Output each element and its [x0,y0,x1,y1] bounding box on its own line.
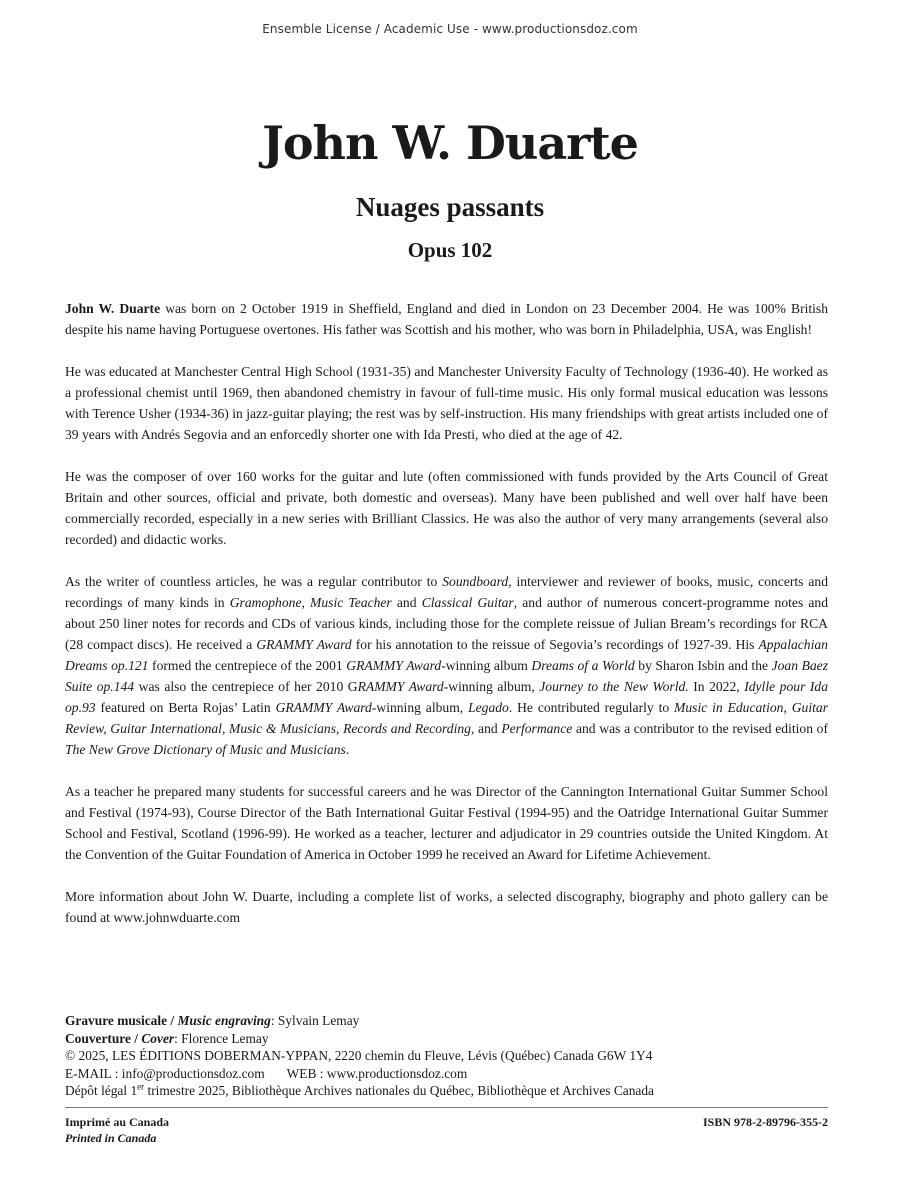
bio-italic: Music Teacher [310,595,392,610]
cover-label-en: Cover [141,1030,175,1046]
bio-italic: GRAMMY Award [256,637,352,652]
bio-italic: Idylle pour Ida op.93 [65,679,829,715]
isbn: ISBN 978-2-89796-355-2 [703,1115,828,1129]
bio-paragraph-3: He was the composer of over 160 works for the guitar and lute (often commissioned with funds provided by the Arts Council of Great Britain and other sources, official and private, both domestic and overseas). Many have been published and well over half have been commercially recorded, especially in a new series with Brilliant Classics. He was also the author of very many arrangements (several also recorded) and didactic works. [65,469,828,547]
bio-text: by Sharon Isbin and the [634,658,772,673]
bio-italic: The New Grove Dictionary of Music and Musicians [65,742,346,757]
bio-italic: Guitar Review, Guitar International, Music & Musicians, Records and Recording [65,700,828,736]
work-title: Nuages passants [355,192,545,222]
bio-paragraph-2: He was educated at Manchester Central High School (1931-35) and Manchester University Faculty of Technology (1936-40). He worked as a professional chemist until 1969, then abandoned chemistry in favour of full-time music. His only formal musical education was lessons with Terence Usher (1934-36) in jazz-guitar playing; the rest was by self-instruction. His many friendships with great artists included one of 39 years with Andrés Segovia and an enforcedly shorter one with Ida Presti, who died at the age of 42. [65,364,828,442]
bio-text: , and [470,721,502,736]
bio-text: , and author of numerous concert-programme notes and about 250 liner notes for records and CDs of various kinds, including those for the complete reissue of Julian Bream’s recordings for RCA (28 compact discs). He received a [65,595,829,652]
bio-italic: Dreams of a World [531,658,635,673]
bio-text: and [391,595,422,610]
credits-block [65,1012,845,1100]
legal-suffix: trimestre 2025, Bibliothèque Archives nationales du Québec, Bibliothèque et Archives Canada [144,1083,654,1098]
legal-superscript: er [137,1081,145,1092]
engraving-label-en: Music engraving [177,1013,271,1028]
bio-text: was also the centrepiece of her 2010 G [134,679,358,694]
bio-paragraph-4 [65,571,828,760]
footer-divider [65,1107,828,1108]
bio-text: was born on 2 October 1919 in Sheffield, England and died in London on 23 December 2004. He was 100% British despite his name having Portuguese overtones. His father was Scottish and his mother, who was born in Philadelphia, USA, was English! [65,301,829,337]
biography [65,298,828,949]
bio-italic: Soundboard [442,574,509,589]
bio-text: and was a contributor to the revised edition of [572,721,828,736]
engraving-label-fr: Gravure musicale / [65,1013,178,1028]
bio-text: . He contributed regularly to [508,700,675,715]
bio-italic: Gramophone [229,595,302,610]
bio-italic: RAMMY Award [357,679,444,694]
bio-text: -winning album, [443,679,540,694]
printed-fr: Imprimé au Canada [65,1115,170,1129]
bio-text: -winning album [441,658,532,673]
bio-text: for his annotation to the reissue of Segovia’s recordings of 1927-39. His [351,637,759,652]
bio-italic: Appalachian Dreams op.121 [65,637,828,673]
bio-text: -winning album, [371,700,469,715]
composer-name: John W. Duarte [262,116,638,170]
contact-line [65,1065,845,1083]
engraving-value: : Sylvain Lemay [270,1013,360,1028]
bio-name: John W. Duarte [65,301,161,316]
bio-paragraph-5: As a teacher he prepared many students for successful careers and he was Director of the Cannington International Guitar Summer School and Festival (1974-93), Course Director of the Bath International Guitar Festival (1994-95) and the Oatridge International Guitar Summer School and Festival, Scotland (1996-99). He worked as a teacher, lecturer and adjudicator in 29 countries outside the United Kingdom. At the Convention of the Guitar Foundation of America in October 1999 he received an Award for Lifetime Achievement. [65,784,828,862]
engraving-credit [65,1012,845,1030]
bio-text: , interviewer and reviewer of books, music, concerts and recordings of many kinds in [65,574,828,610]
bio-italic: GRAMMY Award [346,658,442,673]
bio-text: formed the centrepiece of the 2001 [148,658,347,673]
bio-text: , [783,700,792,715]
bio-paragraph-6: More information about John W. Duarte, including a complete list of works, a selected discography, biography and photo gallery can be found at www.johnwduarte.com [65,889,828,925]
bio-text: As the writer of countless articles, he was a regular contributor to [65,574,443,589]
bio-italic: Music in Education [674,700,784,715]
license-header: Ensemble License / Academic Use - www.productionsdoz.com [262,22,638,36]
bio-text: . [345,742,350,757]
bio-italic: Joan Baez Suite op.144 [65,658,828,694]
copyright-line: © 2025, LES ÉDITIONS DOBERMAN-YPPAN, 2220 chemin du Fleuve, Lévis (Québec) Canada G6W 1Y4 [65,1048,653,1063]
bio-text: , [301,595,311,610]
email-text: E-MAIL : info@productionsdoz.com [65,1065,265,1081]
bio-italic: Performance [501,721,573,736]
bio-italic: Journey to the New World. [539,679,689,694]
cover-label-fr: Couverture / [65,1030,142,1046]
bio-text: In 2022, [688,679,745,694]
legal-prefix: Dépôt légal 1 [65,1083,138,1098]
legal-deposit-line [65,1082,845,1100]
bio-italic: Classical Guitar [421,595,514,610]
printed-in [65,1114,169,1146]
bio-text: featured on Berta Rojas’ Latin [95,700,276,715]
bio-italic: Legado [468,700,509,715]
printed-en: Printed in Canada [65,1131,157,1145]
web-text: WEB : www.productionsdoz.com [286,1065,468,1081]
bio-italic: GRAMMY Award [275,700,372,715]
opus-number: Opus 102 [407,238,493,262]
cover-value: : Florence Lemay [174,1030,269,1046]
cover-credit [65,1030,845,1048]
bio-paragraph-1 [65,298,828,340]
